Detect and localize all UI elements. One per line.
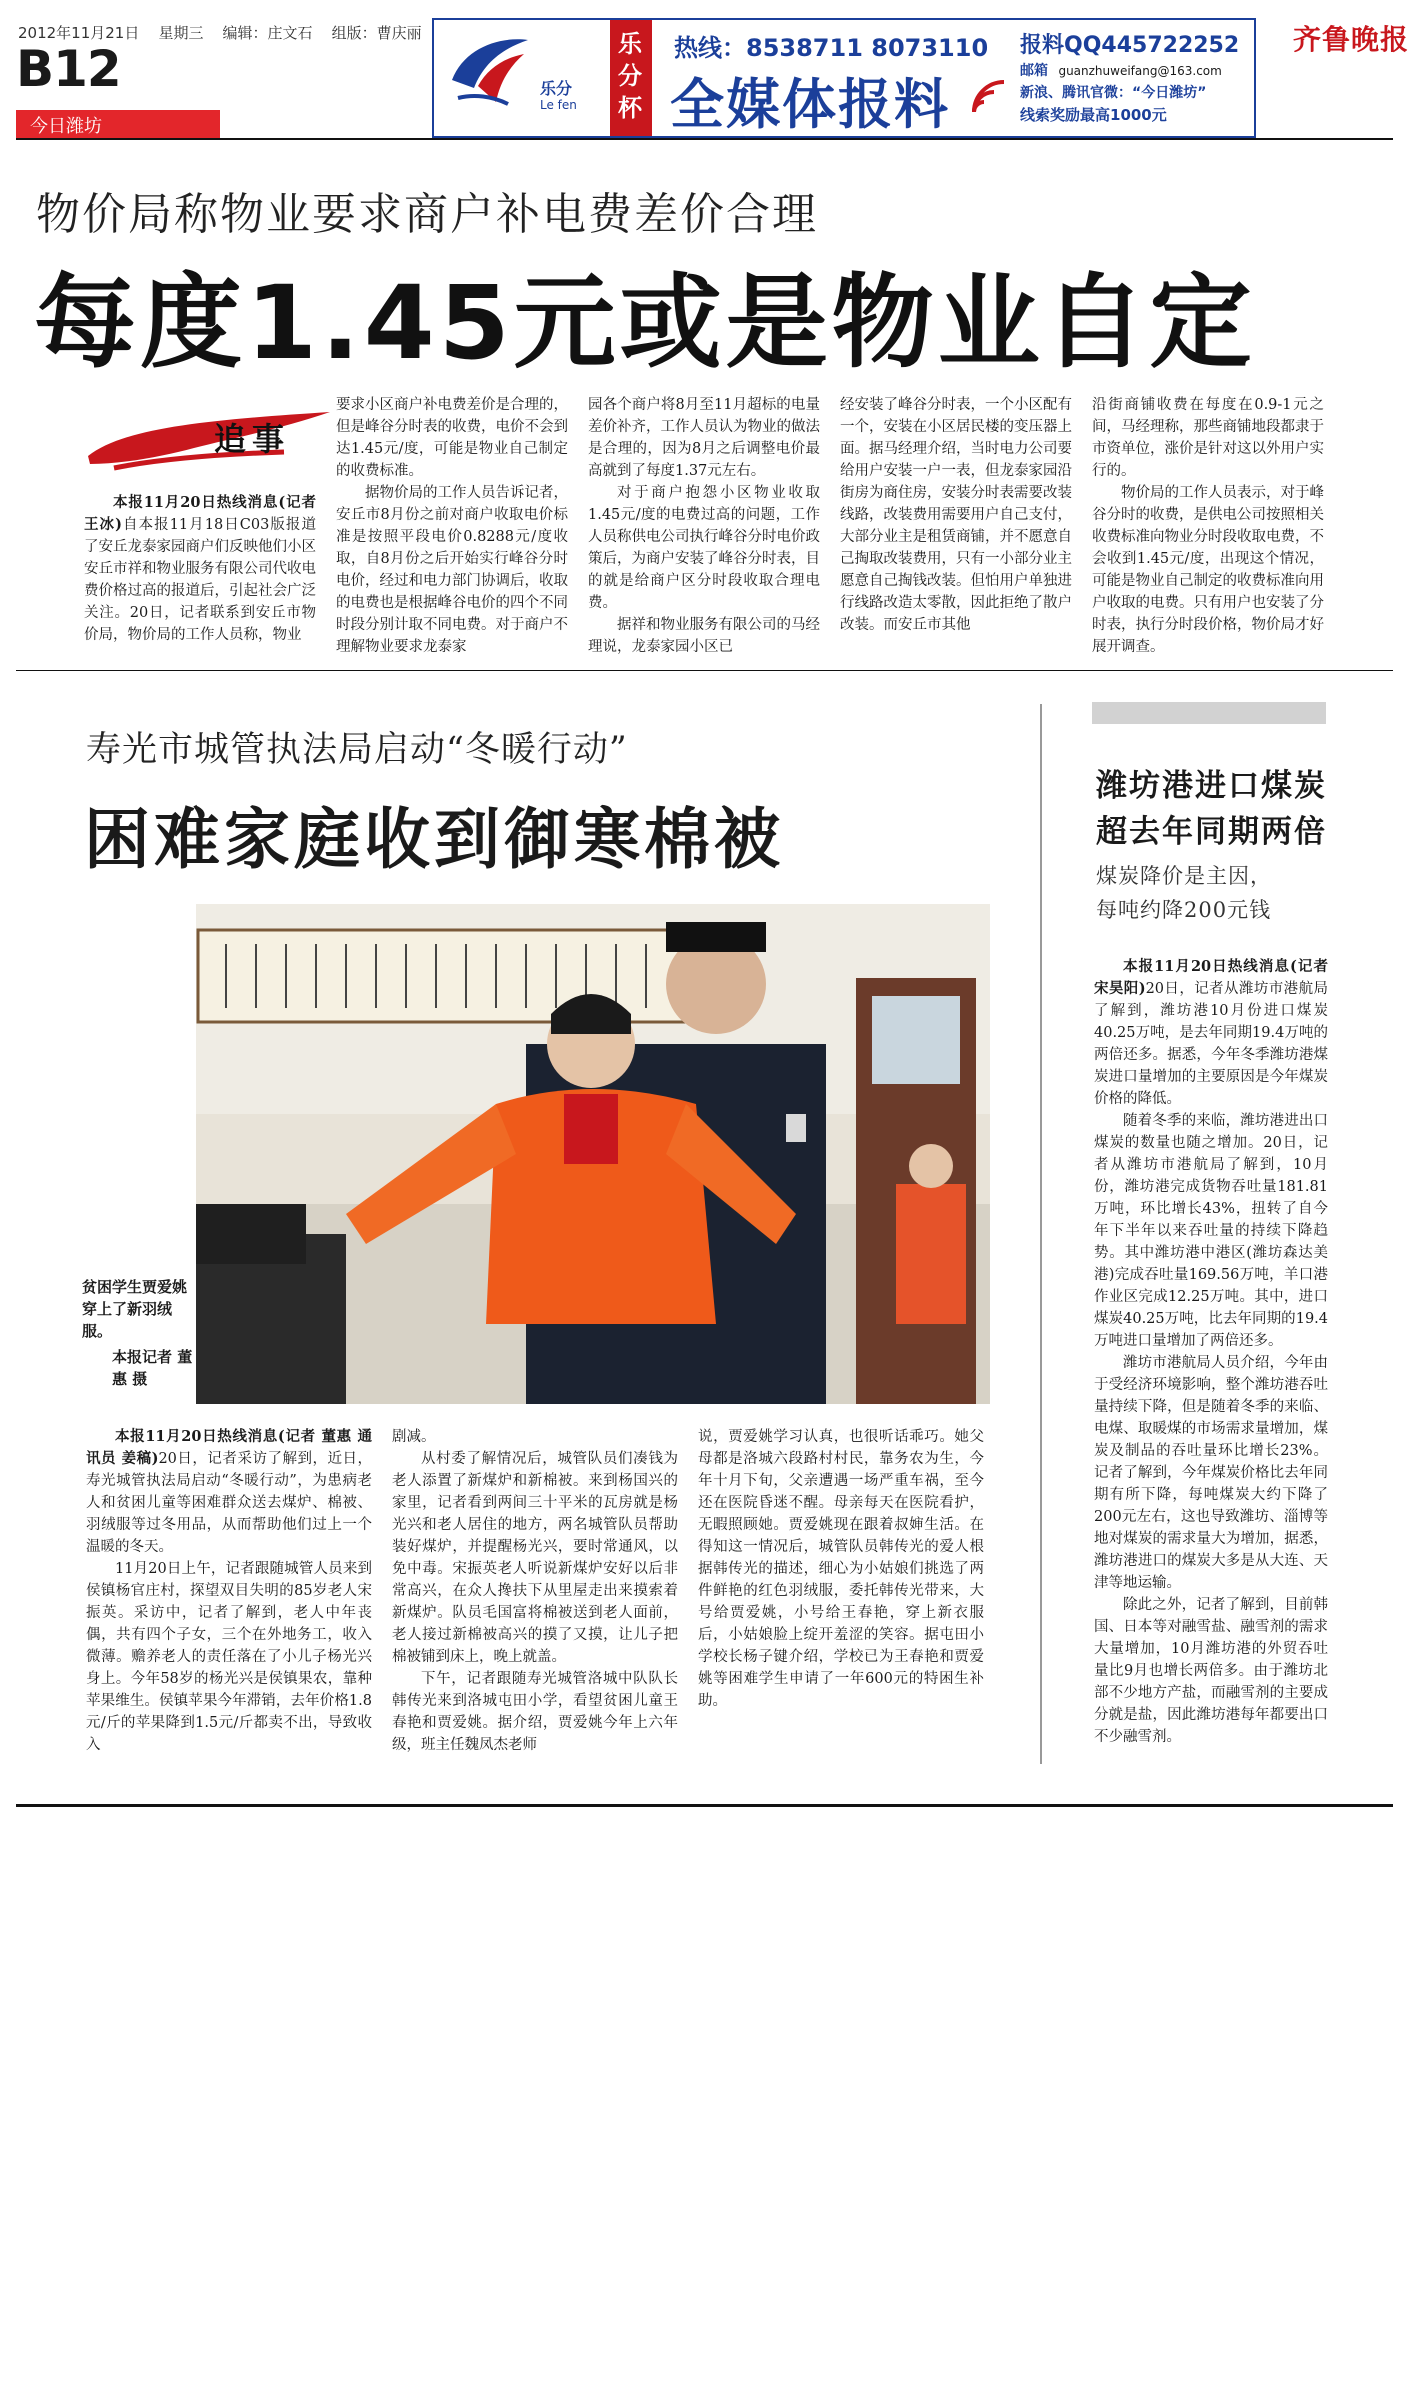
story3-sub-line2: 每吨约降200元钱 xyxy=(1096,898,1272,922)
story2-caption-text: 贫困学生贾爱姚穿上了新羽绒服。 xyxy=(82,1278,188,1340)
ad-cup-text: 乐分杯 xyxy=(618,30,642,122)
story1-col3c: 据祥和物业服务有限公司的马经理说，龙泰家园小区已 xyxy=(588,617,820,655)
ad-reward: 线索奖励最高1000元 xyxy=(1020,106,1167,124)
story1-col5a: 沿街商铺收费在每度在0.9-1元之间，马经理称，那些商铺地段都隶于市资单位，涨价是针对这以外用户实行的。 xyxy=(1092,397,1324,479)
story2-photo-credit: 本报记者 董惠 摄 xyxy=(112,1348,193,1388)
column-divider xyxy=(1040,704,1042,1764)
story3-topbar xyxy=(1092,702,1326,724)
story1-col1 xyxy=(84,492,316,646)
ad-logo-text: 乐分 xyxy=(540,79,573,98)
story2-col1 xyxy=(86,1426,372,1756)
story3-sub-line1: 煤炭降价是主因， xyxy=(1096,864,1272,888)
ad-tagline: 全媒体报料 xyxy=(670,73,950,136)
story2-col2a: 剧减。 xyxy=(392,1429,436,1445)
ad-hotline xyxy=(674,28,988,63)
story3-title-line2: 超去年同期两倍 xyxy=(1096,814,1327,850)
story2-col2 xyxy=(392,1426,678,1756)
header-rule xyxy=(16,138,1393,140)
story3-p1: 20日，记者从潍坊市港航局了解到，潍坊港10月份进口煤炭40.25万吨，是去年同期19.4万吨的两倍还多。据悉，今年冬季潍坊港煤炭进口量增加的主要原因是今年煤炭价格的降低。 xyxy=(1094,981,1328,1107)
story1-headline: 每度1.45元或是物业自定 xyxy=(34,264,1256,383)
story2-col3a: 说，贾爱姚学习认真，也很听话乖巧。她父母都是洛城六段路村村民，靠务农为生，今年十月下旬，父亲遭遇一场严重车祸，至今还在医院昏迷不醒。母亲每天在医院看护，无暇照顾她。贾爱姚现在跟着叔婶生活。在得知这一情况后，城管队员韩传光的爱人根据韩传光的描述，细心为小姑娘们挑选了两件鲜艳的红色羽绒服，委托韩传光带来，大号给贾爱姚，小号给王春艳，穿上新衣服后，小姑娘脸上绽开羞涩的笑容。据屯田小学校长杨子键介绍，学校已为王春艳和贾爱姚等困难学生申请了一年600元的特困生补助。 xyxy=(698,1429,984,1709)
story1-col1-text: 自本报11月18日C03版报道了安丘龙泰家园商户们反映他们小区安丘市祥和物业服务有限公司代收电费价格过高的报道后，引起社会广泛关注。20日，记者联系到安丘市物价局，物价局的工作人员称，物业 xyxy=(84,517,316,643)
story2-photo xyxy=(196,904,990,1404)
ad-email: guanzhuweifang@163.com xyxy=(1058,64,1222,78)
header-weekday: 星期三 xyxy=(158,24,204,42)
story2-caption xyxy=(82,1276,194,1390)
story2-headline: 困难家庭收到御寒棉被 xyxy=(84,801,784,878)
brand-logo: 齐鲁晚报 xyxy=(1293,23,1409,56)
story1-rule xyxy=(16,670,1393,671)
ad-weibo: 新浪、腾讯官微：“今日潍坊” xyxy=(1020,85,1207,101)
lefen-logo-icon xyxy=(444,28,540,124)
story2-byline: 本报11月20日热线消息(记者 董惠 通讯员 姜稿) xyxy=(86,1428,372,1467)
section-tab: 今日潍坊 xyxy=(16,110,220,140)
story1-col3a: 园各个商户将8月至11月超标的电量差价补齐，工作人员认为物业的做法是合理的，因为8月之后调整电价最高就到了每度1.37元左右。 xyxy=(588,397,820,479)
story2-col3 xyxy=(698,1426,984,1712)
story1-tag xyxy=(84,398,334,478)
story1-col3 xyxy=(588,394,820,658)
volunteer-photo-icon xyxy=(196,904,990,1404)
story1-col5b: 物价局的工作人员表示，对于峰谷分时的收费，是供电公司按照相关收费标准向物业分时段收取电费，不会收到1.45元/度，出现这个情况，可能是物业自己制定的收费标准向用户收取的电费。只有用户也安装了分时表，执行分时段价格，物价局才好展开调查。 xyxy=(1092,485,1324,655)
ad-email-label: 邮箱 xyxy=(1020,63,1048,79)
story1-col2a: 要求小区商户补电费差价是合理的，但是峰谷分时表的收费，电价不会到达1.45元/度，可能是物业自己制定的收费标准。 xyxy=(336,397,568,479)
header-layout: 组版：曹庆丽 xyxy=(331,24,422,42)
story3-body xyxy=(1094,956,1328,1748)
story1-col4-text: 经安装了峰谷分时表，一个小区配有一个，安装在小区居民楼的变压器上面。据马经理介绍，当时电力公司要给用户安装一户一表，但龙泰家园沿街房为商住房，安装分时表需要改装线路，改装费用需要用户自己支付，大部分业主是租赁商铺，并不愿意自己掏取改装费用，只有一小部分业主愿意自己掏钱改装。但怕用户单独进行线路改造太零散，因此拒绝了散户改装。而安丘市其他 xyxy=(840,397,1072,633)
ad-logo-sub: Le fen xyxy=(540,98,577,112)
story2-kicker: 寿光市城管执法局启动“冬暖行动” xyxy=(86,730,628,770)
story1-col4 xyxy=(840,394,1072,636)
header-date: 2012年11月21日 xyxy=(18,24,140,42)
page-number: B12 xyxy=(16,40,121,98)
story3-p3: 潍坊市港航局人员介绍，今年由于受经济环境影响，整个潍坊港吞吐量持续下降，但是随着冬季的来临、电煤、取暖煤的市场需求量增加，煤炭及制品的吞吐量环比增长23%。记者了解到，今年煤炭价格比去年同期有所下降，每吨煤炭大约下降了200元左右，这也导致潍坊、淄博等地对煤炭的需求量大为增加，据悉，潍坊港进口的煤炭大多是从大连、天津等地运输。 xyxy=(1094,1355,1328,1591)
ad-email-row xyxy=(1020,60,1222,80)
story1-col2 xyxy=(336,394,568,658)
story1-byline: 本报11月20日热线消息(记者 王冰) xyxy=(84,494,316,533)
ad-hotline-label: 热线： xyxy=(674,34,746,62)
footer-rule xyxy=(16,1804,1393,1807)
ad-banner xyxy=(432,18,1256,138)
story1-kicker: 物价局称物业要求商户补电费差价合理 xyxy=(36,189,818,240)
ad-hotline-numbers: 8538711 8073110 xyxy=(746,34,989,62)
story1-col5 xyxy=(1092,394,1324,658)
ad-qq: 报料QQ445722252 xyxy=(1020,33,1240,58)
brush-stroke-icon xyxy=(84,398,334,478)
story2-col1b: 11月20日上午，记者跟随城管人员来到侯镇杨官庄村，探望双目失明的85岁老人宋振英。采访中，记者了解到，老人中年丧偶，共有四个子女，三个在外地务工，收入微薄。赡养老人的责任落在了小儿子杨光兴身上。今年58岁的杨光兴是侯镇果农，靠种苹果维生。侯镇苹果今年滞销，去年价格1.8元/斤的苹果降到1.5元/斤都卖不出，导致收入 xyxy=(86,1561,372,1753)
story1-col2b: 据物价局的工作人员告诉记者，安丘市8月份之前对商户收取电价标准是按照平段电价0.8288元/度收取，自8月份之后开始实行峰谷分时电价，经过和电力部门协调后，收取的电费也是根据峰谷电价的四个不同时段分别计取不同电费。对于商户不理解物业要求龙泰家 xyxy=(336,485,568,655)
story3-p4: 除此之外，记者了解到，目前韩国、日本等对融雪盐、融雪剂的需求大量增加，10月潍坊港的外贸吞吐量比9月也增长两倍多。由于潍坊北部不少地方产盐，而融雪剂的主要成分就是盐，因此潍坊港每年都要出口不少融雪剂。 xyxy=(1094,1597,1328,1745)
story3-p2: 随着冬季的来临，潍坊港进出口煤炭的数量也随之增加。20日，记者从潍坊市港航局了解到，10月份，潍坊港完成货物吞吐量181.81万吨，环比增长43%，扭转了自今年下半年以来吞吐量的持续下降趋势。其中潍坊港中港区(潍坊森达美港)完成吞吐量169.56万吨，羊口港作业区完成12.25万吨。其中，进口煤炭40.25万吨，比去年同期的19.4万吨进口量增加了两倍还多。 xyxy=(1094,1113,1328,1349)
story1-col3b: 对于商户抱怨小区物业收取1.45元/度的电费过高的问题，工作人员称供电公司执行峰谷分时电价政策后，为商户安装了峰谷分时表，目的就是给商户区分时段收取合理电费。 xyxy=(588,485,820,611)
story3-byline: 本报11月20日热线消息(记者 宋昊阳) xyxy=(1094,958,1328,997)
header-editor: 编辑：庄文石 xyxy=(222,24,313,42)
story3-title-line1: 潍坊港进口煤炭 xyxy=(1096,768,1327,804)
story2-col2b: 从村委了解情况后，城管队员们凑钱为老人添置了新煤炉和新棉被。来到杨国兴的家里，记者看到两间三十平米的瓦房就是杨光兴和老人居住的地方，两名城管队员帮助装好煤炉，并提醒杨光兴，要时常通风，以免中毒。宋振英老人听说新煤炉安好以后非常高兴，在众人搀扶下从里屋走出来摸索着新煤炉。队员毛国富将棉被送到老人面前，老人接过新棉被高兴的摸了又摸，让儿子把棉被铺到床上，晚上就盖。 xyxy=(392,1451,678,1665)
signal-icon xyxy=(970,72,1010,126)
story2-col2c: 下午，记者跟随寿光城管洛城中队队长韩传光来到洛城屯田小学，看望贫困儿童王春艳和贾爱姚。据介绍，贾爱姚今年上六年级，班主任魏凤杰老师 xyxy=(392,1671,678,1753)
story2-col1a: 20日，记者采访了解到，近日，寿光城管执法局启动“冬暖行动”，为患病老人和贫困儿童等困难群众送去煤炉、棉被、羽绒服等过冬用品，从而帮助他们过上一个温暖的冬天。 xyxy=(86,1451,372,1555)
story1-tag-text: 追事 xyxy=(214,420,291,458)
